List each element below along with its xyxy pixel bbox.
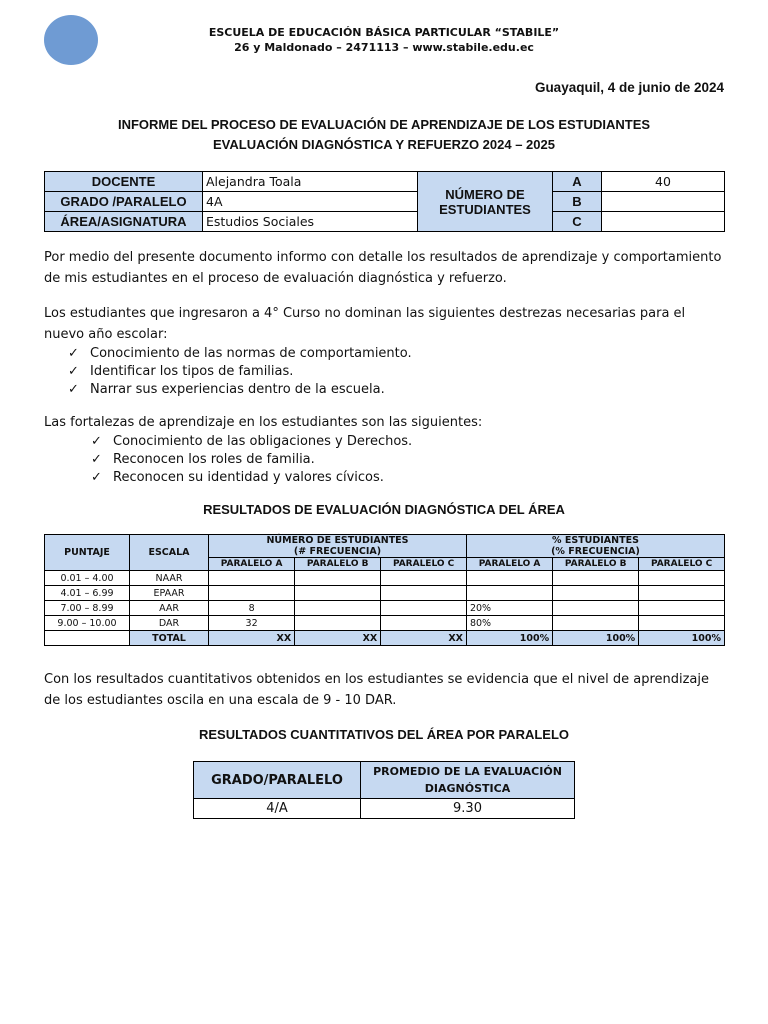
school-address: 26 y Maldonado – 2471113 – www.stabile.edu.ec bbox=[234, 41, 534, 54]
intro-paragraph: Por medio del presente documento informo con detalle los resultados de aprendizaje y comportamiento de mis estudiantes en el proceso de evaluación diagnóstica y refuerzo. bbox=[44, 250, 722, 286]
num-paralelo-c-header: PARALELO C bbox=[381, 558, 467, 571]
strengths-list bbox=[91, 433, 412, 487]
area-value: Estudios Sociales bbox=[203, 212, 418, 232]
paralelo-c-count bbox=[602, 212, 725, 232]
results-table bbox=[44, 534, 725, 646]
report-subtitle: EVALUACIÓN DIAGNÓSTICA Y REFUERZO 2024 – 2025 bbox=[213, 137, 555, 152]
check-icon: ✓ bbox=[91, 452, 102, 467]
list-item: ✓ Identificar los tipos de familias. bbox=[68, 364, 294, 379]
report-title: INFORME DEL PROCESO DE EVALUACIÓN DE APRENDIZAJE DE LOS ESTUDIANTES bbox=[117, 117, 651, 132]
table-row: 7.00 – 8.99 AAR 8 20% bbox=[45, 601, 725, 616]
grado-paralelo-header: GRADO/PARALELO bbox=[194, 762, 361, 799]
total-row: TOTAL XX XX XX 100% 100% 100% bbox=[45, 631, 725, 646]
grado-label: GRADO /PARALELO bbox=[45, 192, 203, 212]
paralelo-c-label: C bbox=[553, 212, 602, 232]
list-item: ✓ Conocimiento de las obligaciones y Derechos. bbox=[91, 434, 413, 449]
escala-header: ESCALA bbox=[130, 535, 209, 571]
school-name: ESCUELA DE EDUCACIÓN BÁSICA PARTICULAR “STABILE” bbox=[208, 26, 560, 39]
area-label: ÁREA/ASIGNATURA bbox=[45, 212, 203, 232]
paralelo-b-label: B bbox=[553, 192, 602, 212]
skills-list bbox=[68, 345, 412, 399]
pct-estudiantes-header: % ESTUDIANTES (% FRECUENCIA) bbox=[466, 535, 724, 558]
num-estudiantes-label: NÚMERO DE ESTUDIANTES bbox=[418, 172, 553, 232]
docente-label: DOCENTE bbox=[45, 172, 203, 192]
quant-table bbox=[193, 761, 575, 819]
quant-title: RESULTADOS CUANTITATIVOS DEL ÁREA POR PARALELO bbox=[198, 727, 570, 742]
docente-value: Alejandra Toala bbox=[203, 172, 418, 192]
list-item: ✓ Narrar sus experiencias dentro de la escuela. bbox=[68, 382, 385, 397]
document-date: Guayaquil, 4 de junio de 2024 bbox=[534, 80, 724, 95]
list-item: ✓ Conocimiento de las normas de comportamiento. bbox=[68, 346, 412, 361]
total-label: TOTAL bbox=[130, 631, 209, 646]
school-logo bbox=[44, 15, 98, 65]
pct-paralelo-c-header: PARALELO C bbox=[639, 558, 725, 571]
puntaje-header: PUNTAJE bbox=[45, 535, 130, 571]
num-paralelo-b-header: PARALELO B bbox=[295, 558, 381, 571]
teacher-info-table bbox=[44, 171, 725, 232]
check-icon: ✓ bbox=[91, 470, 102, 485]
check-icon: ✓ bbox=[68, 364, 79, 379]
promedio-header: PROMEDIO DE LA EVALUACIÓN DIAGNÓSTICA bbox=[361, 762, 575, 799]
paralelo-b-count bbox=[602, 192, 725, 212]
num-estudiantes-header: NÚMERO DE ESTUDIANTES (# FRECUENCIA) bbox=[209, 535, 467, 558]
list-item: ✓ Reconocen los roles de familia. bbox=[91, 452, 315, 467]
table-row: 9.00 – 10.00 DAR 32 80% bbox=[45, 616, 725, 631]
paralelo-a-label: A bbox=[553, 172, 602, 192]
check-icon: ✓ bbox=[68, 346, 79, 361]
paralelo-a-count: 40 bbox=[602, 172, 725, 192]
strengths-paragraph: Las fortalezas de aprendizaje en los estudiantes son las siguientes: bbox=[44, 415, 483, 430]
check-icon: ✓ bbox=[91, 434, 102, 449]
num-paralelo-a-header: PARALELO A bbox=[209, 558, 295, 571]
pct-paralelo-a-header: PARALELO A bbox=[466, 558, 552, 571]
skills-paragraph: Los estudiantes que ingresaron a 4° Curso no dominan las siguientes destrezas necesarias para el nuevo año escolar: bbox=[44, 306, 686, 342]
results-title: RESULTADOS DE EVALUACIÓN DIAGNÓSTICA DEL ÁREA bbox=[203, 502, 565, 517]
grado-value: 4A bbox=[203, 192, 418, 212]
table-row: 0.01 – 4.00 NAAR bbox=[45, 571, 725, 586]
table-row: 4.01 – 6.99 EPAAR bbox=[45, 586, 725, 601]
table-row: 4/A 9.30 bbox=[194, 799, 575, 819]
list-item: ✓ Reconocen su identidad y valores cívicos. bbox=[91, 470, 384, 485]
check-icon: ✓ bbox=[68, 382, 79, 397]
conclusion-paragraph: Con los resultados cuantitativos obtenidos en los estudiantes se evidencia que el nivel de aprendizaje de los estudiantes oscila en una escala de 9 - 10 DAR. bbox=[44, 672, 709, 708]
pct-paralelo-b-header: PARALELO B bbox=[553, 558, 639, 571]
